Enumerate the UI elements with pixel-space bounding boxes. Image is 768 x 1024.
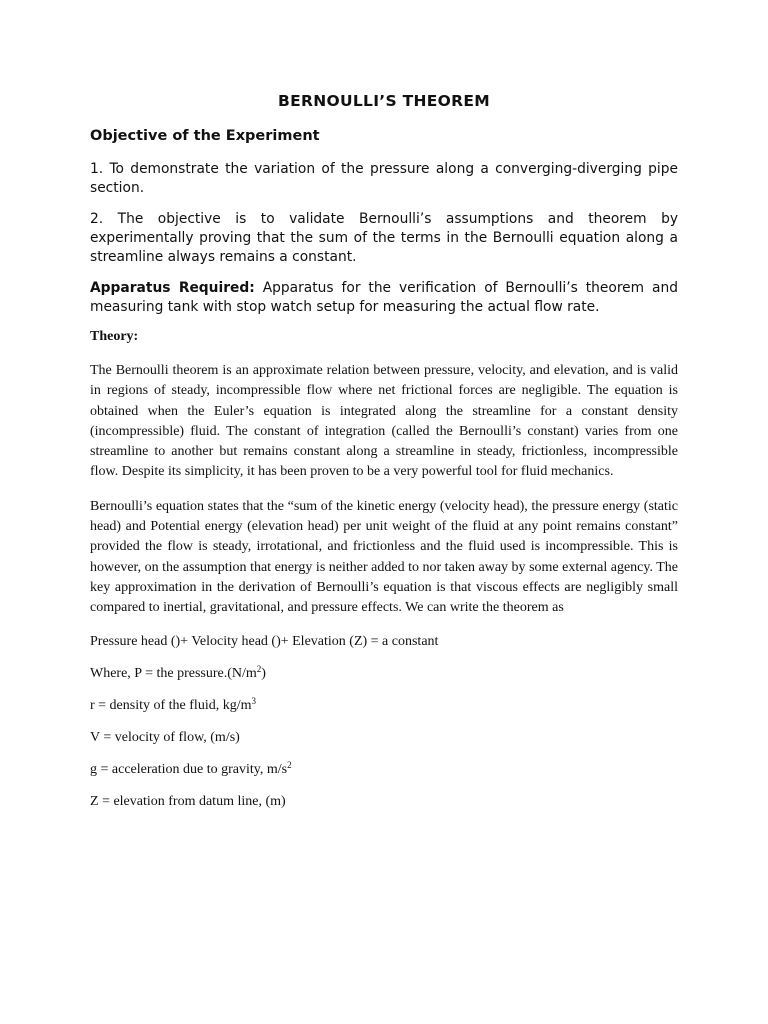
definition-pressure: [90, 665, 678, 683]
bernoulli-equation: Pressure head ()+ Velocity head ()+ Elevation (Z) = a constant: [90, 633, 439, 649]
objective-point-2: 2. The objective is to validate Bernoulli’s assumptions and theorem by experimentally proving that the sum of the terms in the Bernoulli equation along a streamline always remains a constant.: [90, 211, 678, 265]
definition-superscript: 3: [251, 695, 256, 706]
apparatus-paragraph: [90, 279, 678, 317]
document-title: BERNOULLI’S THEOREM: [278, 92, 490, 110]
definition-text: V = velocity of flow, (m/s): [90, 729, 240, 745]
definition-superscript: 2: [256, 663, 262, 674]
apparatus-label: Apparatus Required:: [90, 280, 255, 296]
definition-text: r = density of the fluid, kg/m: [90, 697, 252, 713]
apparatus-text: Apparatus for the verification of Bernoulli’s theorem and measuring tank with stop watch setup for measuring the actual flow rate.: [90, 280, 678, 315]
definition-text: Where, P = the pressure.(N/m: [90, 665, 257, 681]
definition-text: g = acceleration due to gravity, m/s: [90, 761, 288, 777]
definition-density: [90, 697, 678, 715]
definition-gravity: [90, 761, 678, 779]
definition-superscript: 2: [287, 759, 292, 770]
objective-heading: Objective of the Experiment: [90, 128, 320, 144]
theory-heading: Theory:: [90, 329, 139, 344]
definition-text: Z = elevation from datum line, (m): [90, 793, 286, 809]
definition-tail: ): [261, 665, 266, 681]
objective-point-1: 1. To demonstrate the variation of the pressure along a converging-diverging pipe section.: [90, 161, 678, 196]
theory-paragraph-1: The Bernoulli theorem is an approximate relation between pressure, velocity, and elevation, and is valid in regions of steady, incompressible flow where net frictional forces are negligible. The equation is obtained when the Euler’s equation is integrated along the streamline for a constant density (incompressible) fluid. The constant of integration (called the Bernoulli’s constant) varies from one streamline to another but remains constant along a streamline in steady, frictionless, incompressible flow. Despite its simplicity, it has been proven to be a very powerful tool for fluid mechanics.: [90, 363, 678, 480]
definition-velocity: [90, 729, 678, 747]
theory-paragraph-2: Bernoulli’s equation states that the “sum of the kinetic energy (velocity head), the pressure energy (static head) and Potential energy (elevation head) per unit weight of the fluid at any point remains constant” provided the flow is steady, irrotational, and frictionless and the fluid used is incompressible. This is however, on the assumption that energy is neither added to nor taken away by some external agency. The key approximation in the derivation of Bernoulli’s equation is that viscous effects are negligibly small compared to inertial, gravitational, and pressure effects. We can write the theorem as: [90, 498, 678, 616]
definition-elevation: [90, 793, 678, 811]
